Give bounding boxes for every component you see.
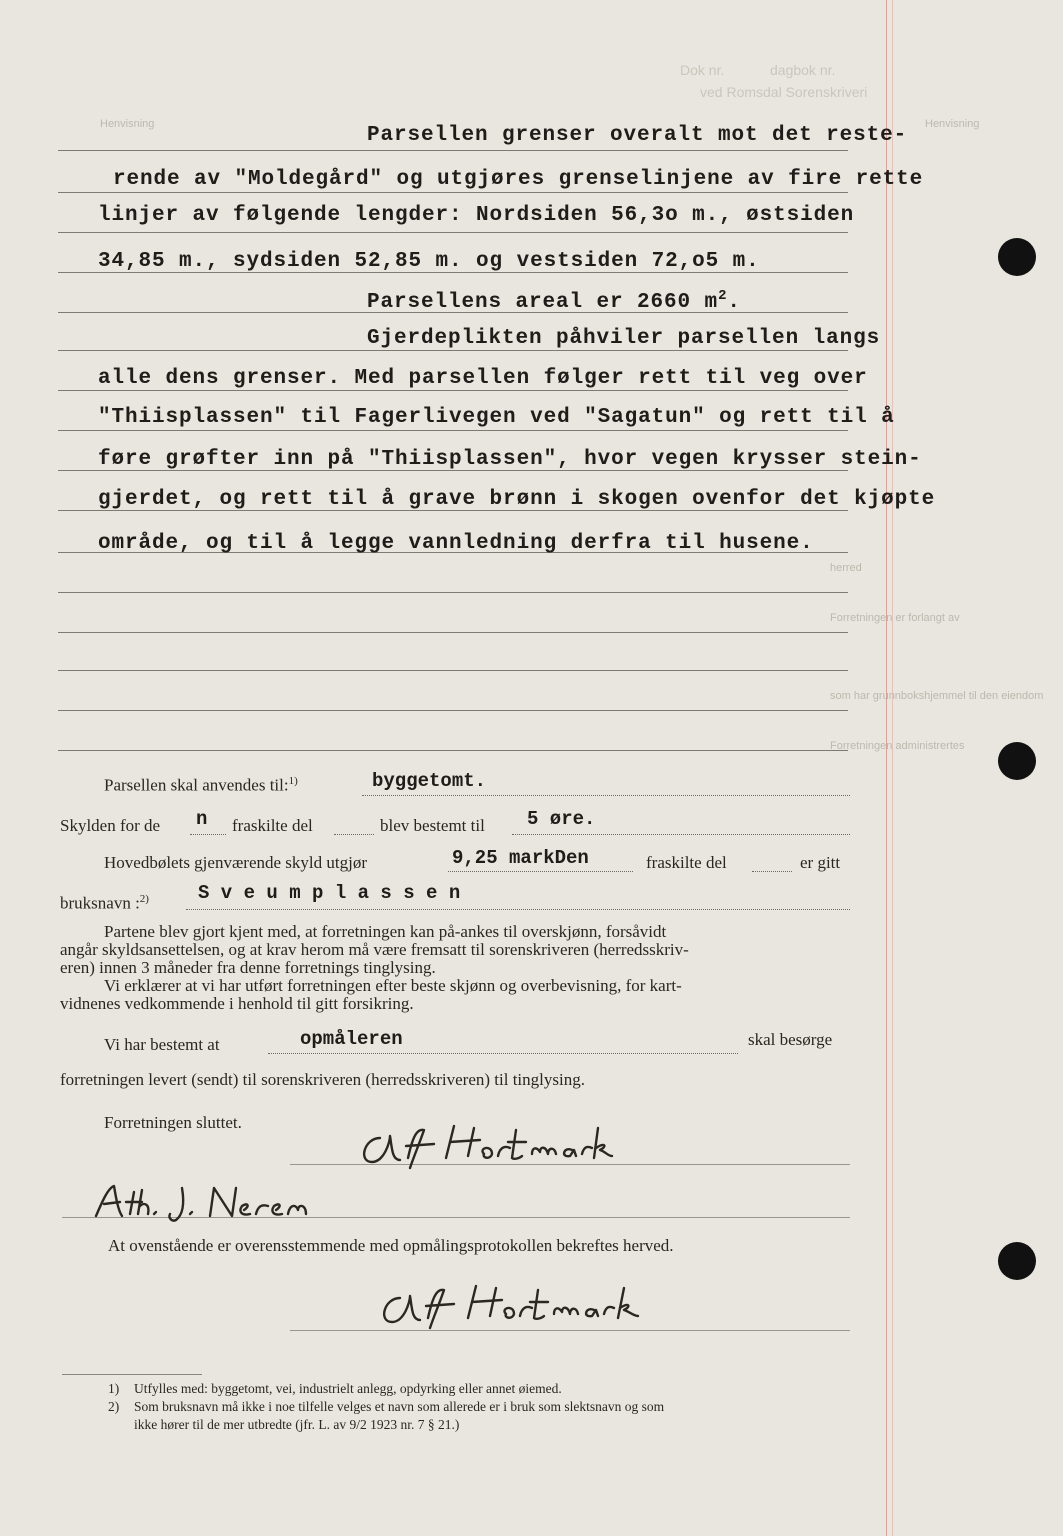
punch-hole-middle (998, 742, 1036, 780)
bestemt-label: Vi har bestemt at (104, 1035, 220, 1054)
period-mark: . (727, 291, 741, 314)
bestemt-value: opmåleren (300, 1028, 403, 1050)
bruksnavn-dots (186, 909, 850, 910)
ruled-line (58, 710, 848, 711)
fraskilte-dots (752, 871, 792, 872)
bestemt-dots (268, 1053, 738, 1054)
fraskilte-label: fraskilte del (646, 853, 727, 872)
ruled-line (58, 192, 848, 193)
footnote-1-mark: 1) (108, 1381, 120, 1396)
skyld-label-1: Skylden for de (60, 816, 161, 835)
ruled-line (58, 232, 848, 233)
typed-line-6: Gjerdeplikten påhviler parsellen langs (367, 327, 881, 350)
footnote-1-text: Utfylles med: byggetomt, vei, industrielt anlegg, opdyrking eller annet øiemed. (134, 1381, 562, 1396)
area-superscript: 2 (718, 288, 728, 304)
bleed-mark: Henvisning (100, 118, 155, 130)
use-value: byggetomt. (372, 770, 487, 792)
bleed-mark: herred (830, 562, 862, 574)
signature-hortmark-2 (372, 1282, 652, 1334)
ruled-line (58, 750, 848, 751)
margin-rule (886, 0, 887, 1536)
hoved-dots (448, 871, 633, 872)
bleed-mark: Forretningen administrertes (830, 740, 965, 752)
paragraph-line-1: Partene blev gjort kjent med, at forretningen kan på-ankes til overskjønn, forsåvidt (104, 922, 667, 941)
signature-hortmark-1 (350, 1118, 630, 1174)
typed-line-1: Parsellen grenser overalt mot det reste- (367, 124, 908, 147)
bleed-mark: Henvisning (925, 118, 980, 130)
hoved-value: 9,25 markDen (452, 847, 589, 869)
footnote-2-text: Som bruksnavn må ikke i noe tilfelle velges et navn som allerede er i bruk som slektsnavn og som (134, 1399, 665, 1414)
footnote-1 (108, 1381, 562, 1397)
skyld-value-dots (512, 834, 850, 835)
use-footnote-ref: 1) (288, 775, 298, 787)
typed-line-9: føre grøfter inn på "Thiisplassen", hvor vegen krysser stein- (98, 448, 922, 471)
use-dotted-line (362, 795, 850, 796)
bleed-mark: Forretningen er forlangt av (830, 612, 960, 624)
paragraph-line-5: vidnenes vedkommende i henhold til gitt forsikring. (60, 994, 414, 1013)
use-label: Parsellen skal anvendes til:$^{1)}$ (104, 775, 298, 795)
punch-hole-top (998, 238, 1036, 276)
skyld-label-2: fraskilte del (232, 816, 313, 835)
gitt-label: er gitt (800, 853, 841, 872)
besorge-label: skal besørge (748, 1030, 833, 1049)
bleed-mark: som har grunnbokshjemmel til den eiendom (830, 690, 1044, 702)
skyld-label-3: blev bestemt til (380, 816, 485, 835)
paragraph-line-2: angår skyldsansettelsen, og at krav herom må være fremsatt til sorenskriveren (herredsskriv- (60, 940, 689, 959)
bruksnavn-label: bruksnavn :$^{2)}$ (60, 893, 149, 913)
skyld-n: n (196, 808, 208, 830)
header-ghost-dagbok: dagbok nr. (770, 62, 836, 78)
footnote-3 (134, 1417, 459, 1433)
footnote-2 (108, 1399, 664, 1415)
margin-rule-secondary (892, 0, 893, 1536)
levert-line: forretningen levert (sendt) til sorenskriveren (herredsskriveren) til tinglysing. (60, 1070, 585, 1089)
sluttet-label: Forretningen sluttet. (104, 1113, 242, 1132)
ruled-line (58, 390, 848, 391)
ruled-line (58, 592, 848, 593)
bruksnavn-value: S v e u m p l a s s e n (198, 882, 461, 904)
header-ghost-court: ved Romsdal Sorenskriveri (700, 84, 868, 100)
confirm-text: At ovenstående er overensstemmende med opmålingsprotokollen bekreftes herved. (108, 1236, 674, 1255)
footnote-2-mark: 2) (108, 1399, 120, 1414)
ruled-line (58, 670, 848, 671)
typed-line-7: alle dens grenser. Med parsellen følger rett til veg over (98, 367, 868, 390)
area-text: Parsellens areal er 2660 m (367, 291, 719, 314)
typed-line-5 (367, 288, 741, 314)
paragraph-line-3: eren) innen 3 måneder fra denne forretnings tinglysing. (60, 958, 436, 977)
signature-neren (92, 1180, 342, 1226)
footnote-3-text: ikke hører til de mer utbredte (jfr. L. av 9/2 1923 nr. 7 § 21.) (134, 1417, 460, 1432)
signature-line-3 (290, 1330, 850, 1331)
typed-line-11: område, og til å legge vannledning derfra til husene. (98, 532, 814, 555)
header-ghost-docnr: Dok nr. (680, 62, 725, 78)
skyld-value: 5 øre. (527, 808, 596, 830)
paragraph-line-4: Vi erklærer at vi har utført forretningen efter beste skjønn og overbevisning, for kart- (104, 976, 682, 995)
skyld-blank-dots (334, 834, 374, 835)
hoved-label: Hovedbølets gjenværende skyld utgjør (104, 853, 367, 872)
ruled-line (58, 150, 848, 151)
footnote-separator (62, 1374, 202, 1375)
typed-line-4: 34,85 m., sydsiden 52,85 m. og vestsiden 72,o5 m. (98, 250, 760, 273)
ruled-line (58, 430, 848, 431)
bruksnavn-footnote-ref: 2) (139, 893, 149, 905)
skyld-n-dots (190, 834, 226, 835)
typed-line-3: linjer av følgende lengder: Nordsiden 56,3o m., østsiden (98, 204, 855, 227)
punch-hole-bottom (998, 1242, 1036, 1280)
ruled-line (58, 350, 848, 351)
typed-line-8: "Thiisplassen" til Fagerlivegen ved "Sagatun" og rett til å (98, 406, 895, 429)
typed-line-10: gjerdet, og rett til å grave brønn i skogen ovenfor det kjøpte (98, 488, 936, 511)
typed-line-2: rende av "Moldegård" og utgjøres grenselinjene av fire rette (113, 168, 924, 191)
ruled-line (58, 632, 848, 633)
